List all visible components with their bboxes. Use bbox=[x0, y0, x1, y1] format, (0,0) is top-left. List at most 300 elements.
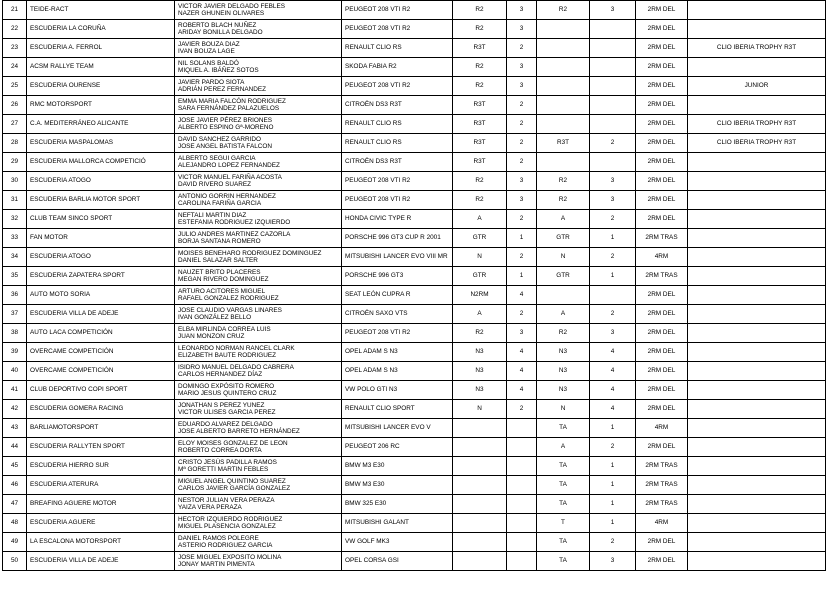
class-group: R3T bbox=[453, 39, 507, 58]
entrant-team: ESCUDERIA OURENSE bbox=[27, 77, 175, 96]
class-points: 2 bbox=[507, 96, 537, 115]
trophy-category bbox=[688, 191, 826, 210]
class-points: 1 bbox=[507, 267, 537, 286]
trophy-category: CLIO IBERIA TROPHY R3T bbox=[688, 115, 826, 134]
class-points-alt bbox=[590, 115, 636, 134]
class-points bbox=[507, 495, 537, 514]
crew-names bbox=[175, 514, 342, 533]
entrant-team: BARLIAMOTORSPORT bbox=[27, 419, 175, 438]
table-row bbox=[3, 324, 826, 343]
crew-names bbox=[175, 457, 342, 476]
class-group bbox=[453, 438, 507, 457]
drivetrain: 2RM DEL bbox=[636, 362, 688, 381]
class-points-alt: 2 bbox=[590, 533, 636, 552]
entry-number: 46 bbox=[3, 476, 27, 495]
drivetrain: 2RM DEL bbox=[636, 191, 688, 210]
class-points: 3 bbox=[507, 58, 537, 77]
car-model: PEUGEOT 208 VTI R2 bbox=[342, 1, 453, 20]
class-group bbox=[453, 457, 507, 476]
car-model: PEUGEOT 206 RC bbox=[342, 438, 453, 457]
drivetrain: 2RM TRAS bbox=[636, 476, 688, 495]
car-model: RENAULT CLIO RS bbox=[342, 134, 453, 153]
table-row bbox=[3, 362, 826, 381]
class-points-alt: 2 bbox=[590, 134, 636, 153]
car-model: PORSCHE 996 GT3 bbox=[342, 267, 453, 286]
class-group: N3 bbox=[453, 343, 507, 362]
trophy-category: JUNIOR bbox=[688, 77, 826, 96]
entry-number: 49 bbox=[3, 533, 27, 552]
car-model: OPEL CORSA GSI bbox=[342, 552, 453, 571]
drivetrain: 2RM DEL bbox=[636, 134, 688, 153]
codriver-name: MIQUEL A. IBÁÑEZ SOTOS bbox=[178, 67, 259, 74]
table-row bbox=[3, 552, 826, 571]
entry-number: 26 bbox=[3, 96, 27, 115]
class-points-alt: 3 bbox=[590, 191, 636, 210]
driver-name: HECTOR IZQUIERDO RODRIGUEZ bbox=[178, 515, 283, 523]
car-model: VW POLO GTI N3 bbox=[342, 381, 453, 400]
class-group-alt: N bbox=[537, 248, 590, 267]
car-model: SEAT LEÓN CUPRA R bbox=[342, 286, 453, 305]
class-group-alt: R3T bbox=[537, 134, 590, 153]
table-row bbox=[3, 381, 826, 400]
entry-number: 35 bbox=[3, 267, 27, 286]
driver-name: JOSE CLAUDIO VARGAS LINARES bbox=[178, 306, 282, 314]
class-points bbox=[507, 419, 537, 438]
entrant-team: AUTO LACA COMPETICIÓN bbox=[27, 324, 175, 343]
table-row bbox=[3, 533, 826, 552]
trophy-category bbox=[688, 248, 826, 267]
entrant-team: ESCUDERIA LA CORUÑA bbox=[27, 20, 175, 39]
crew-names bbox=[175, 58, 342, 77]
codriver-name: ASTERIO RODRIGUEZ GARCIA bbox=[178, 542, 273, 549]
car-model: RENAULT CLIO RS bbox=[342, 39, 453, 58]
table-row bbox=[3, 495, 826, 514]
driver-name: ANTONIO GORRIN HERNANDEZ bbox=[178, 192, 276, 200]
class-points: 2 bbox=[507, 39, 537, 58]
entry-number: 28 bbox=[3, 134, 27, 153]
class-points-alt bbox=[590, 153, 636, 172]
driver-name: VICTOR JAVIER DELGADO FEBLES bbox=[178, 2, 286, 10]
table-row bbox=[3, 305, 826, 324]
class-group-alt: TA bbox=[537, 552, 590, 571]
driver-name: EDUARDO ALVAREZ DELGADO bbox=[178, 420, 273, 428]
trophy-category bbox=[688, 305, 826, 324]
codriver-name: NAZER GHUNEIN OLIVARES bbox=[178, 10, 265, 17]
car-model: OPEL ADAM S N3 bbox=[342, 362, 453, 381]
entry-number: 31 bbox=[3, 191, 27, 210]
entrant-team: FAN MOTOR bbox=[27, 229, 175, 248]
entry-number: 33 bbox=[3, 229, 27, 248]
entrant-team: OVERCAME COMPETICIÓN bbox=[27, 362, 175, 381]
class-group-alt: R2 bbox=[537, 172, 590, 191]
codriver-name: DAVID RIVERO SUAREZ bbox=[178, 181, 252, 188]
driver-name: LEONARDO NORMAN RANCEL CLARK bbox=[178, 344, 295, 352]
entrant-team: ESCUDERIA MALLORCA COMPETICIÓ bbox=[27, 153, 175, 172]
class-points-alt: 3 bbox=[590, 172, 636, 191]
trophy-category bbox=[688, 419, 826, 438]
codriver-name: ELIZABETH BAUTE RODRIGUEZ bbox=[178, 352, 277, 359]
entry-number: 30 bbox=[3, 172, 27, 191]
class-group: N bbox=[453, 248, 507, 267]
entrant-team: ESCUDERIA ATOGO bbox=[27, 248, 175, 267]
codriver-name: JUAN MONZON CRUZ bbox=[178, 333, 245, 340]
class-points-alt: 2 bbox=[590, 438, 636, 457]
trophy-category bbox=[688, 476, 826, 495]
class-points: 2 bbox=[507, 134, 537, 153]
class-group: R2 bbox=[453, 77, 507, 96]
class-points: 2 bbox=[507, 305, 537, 324]
driver-name: EMMA MARIA FALCÓN RODRIGUEZ bbox=[178, 97, 286, 105]
entry-number: 27 bbox=[3, 115, 27, 134]
driver-name: ROBERTO BLACH NUÑEZ bbox=[178, 21, 257, 29]
crew-names bbox=[175, 438, 342, 457]
crew-names bbox=[175, 191, 342, 210]
trophy-category bbox=[688, 286, 826, 305]
entrant-team: ESCUDERIA A. FERROL bbox=[27, 39, 175, 58]
class-group bbox=[453, 495, 507, 514]
drivetrain: 2RM DEL bbox=[636, 324, 688, 343]
codriver-name: JOSE ANGEL BATISTA FALCON bbox=[178, 143, 272, 150]
trophy-category bbox=[688, 153, 826, 172]
entrant-team: ESCUDERIA GOMERA RACING bbox=[27, 400, 175, 419]
driver-name: NEFTALI MARTIN DIAZ bbox=[178, 211, 247, 219]
codriver-name: YAIZA VERA PERAZA bbox=[178, 504, 242, 511]
table-row bbox=[3, 58, 826, 77]
class-group: A bbox=[453, 305, 507, 324]
trophy-category: CLIO IBERIA TROPHY R3T bbox=[688, 134, 826, 153]
class-group-alt bbox=[537, 20, 590, 39]
crew-names bbox=[175, 533, 342, 552]
crew-names bbox=[175, 248, 342, 267]
class-group-alt bbox=[537, 115, 590, 134]
class-points-alt: 3 bbox=[590, 552, 636, 571]
car-model: CITROËN DS3 R3T bbox=[342, 96, 453, 115]
drivetrain: 4RM bbox=[636, 248, 688, 267]
entry-number: 25 bbox=[3, 77, 27, 96]
entrant-team: C.A. MEDITERRÁNEO ALICANTE bbox=[27, 115, 175, 134]
crew-names bbox=[175, 362, 342, 381]
entry-number: 40 bbox=[3, 362, 27, 381]
class-group-alt: TA bbox=[537, 476, 590, 495]
car-model: RENAULT CLIO RS bbox=[342, 115, 453, 134]
car-model: SKODA FABIA R2 bbox=[342, 58, 453, 77]
class-points-alt: 1 bbox=[590, 476, 636, 495]
table-row bbox=[3, 172, 826, 191]
codriver-name: ALEJANDRO LOPEZ FERNANDEZ bbox=[178, 162, 280, 169]
crew-names bbox=[175, 96, 342, 115]
codriver-name: ARIDAY BONILLA DELGADO bbox=[178, 29, 263, 36]
class-points: 4 bbox=[507, 286, 537, 305]
class-points-alt: 2 bbox=[590, 210, 636, 229]
codriver-name: MIGUEL PLASENCIA GONZALEZ bbox=[178, 523, 276, 530]
crew-names bbox=[175, 381, 342, 400]
entrant-team: ACSM RALLYE TEAM bbox=[27, 58, 175, 77]
driver-name: ALBERTO SEGUI GARCIA bbox=[178, 154, 256, 162]
drivetrain: 2RM TRAS bbox=[636, 267, 688, 286]
driver-name: NIL SOLANS BALDÓ bbox=[178, 59, 239, 67]
class-points: 4 bbox=[507, 362, 537, 381]
crew-names bbox=[175, 20, 342, 39]
codriver-name: RAFAEL GONZALEZ RODRIGUEZ bbox=[178, 295, 279, 302]
crew-names bbox=[175, 115, 342, 134]
trophy-category bbox=[688, 267, 826, 286]
class-group: A bbox=[453, 210, 507, 229]
entrant-team: ESCUDERIA HIERRO SUR bbox=[27, 457, 175, 476]
crew-names bbox=[175, 39, 342, 58]
entry-number: 43 bbox=[3, 419, 27, 438]
entry-number: 47 bbox=[3, 495, 27, 514]
crew-names bbox=[175, 77, 342, 96]
entry-number: 38 bbox=[3, 324, 27, 343]
class-points bbox=[507, 457, 537, 476]
driver-name: ELOY MOISES GONZALEZ DE LEON bbox=[178, 439, 288, 447]
driver-name: MIGUEL ANGEL QUINTINO SUAREZ bbox=[178, 477, 286, 485]
drivetrain: 4RM bbox=[636, 419, 688, 438]
car-model: MITSUBISHI LANCER EVO V bbox=[342, 419, 453, 438]
crew-names bbox=[175, 286, 342, 305]
car-model: PEUGEOT 208 VTI R2 bbox=[342, 324, 453, 343]
drivetrain: 2RM DEL bbox=[636, 96, 688, 115]
class-group: R3T bbox=[453, 115, 507, 134]
entry-number: 50 bbox=[3, 552, 27, 571]
crew-names bbox=[175, 1, 342, 20]
class-points: 2 bbox=[507, 210, 537, 229]
class-points: 1 bbox=[507, 229, 537, 248]
class-group bbox=[453, 552, 507, 571]
class-points-alt: 2 bbox=[590, 305, 636, 324]
codriver-name: JONAY MARTIN PIMENTA bbox=[178, 561, 255, 568]
class-group: N3 bbox=[453, 362, 507, 381]
class-points-alt: 1 bbox=[590, 267, 636, 286]
driver-name: DOMINGO EXPÓSITO ROMERO bbox=[178, 382, 275, 390]
trophy-category bbox=[688, 400, 826, 419]
crew-names bbox=[175, 172, 342, 191]
codriver-name: Mª GORETTI MARTIN FEBLES bbox=[178, 466, 269, 473]
class-points-alt: 1 bbox=[590, 495, 636, 514]
entry-number: 21 bbox=[3, 1, 27, 20]
entry-number: 29 bbox=[3, 153, 27, 172]
crew-names bbox=[175, 305, 342, 324]
driver-name: ARTURO ACITORES MIGUEL bbox=[178, 287, 266, 295]
class-points-alt bbox=[590, 286, 636, 305]
table-row bbox=[3, 1, 826, 20]
entry-list-table bbox=[2, 0, 826, 571]
car-model: CITROËN DS3 R3T bbox=[342, 153, 453, 172]
car-model: MITSUBISHI LANCER EVO VIII MR bbox=[342, 248, 453, 267]
class-group-alt: R2 bbox=[537, 1, 590, 20]
car-model: PEUGEOT 208 VTI R2 bbox=[342, 20, 453, 39]
class-group-alt: N3 bbox=[537, 343, 590, 362]
car-model: BMW 325 E30 bbox=[342, 495, 453, 514]
class-group-alt: A bbox=[537, 305, 590, 324]
codriver-name: ADRIÁN PEREZ FERNANDEZ bbox=[178, 86, 267, 93]
entrant-team: ESCUDERIA VILLA DE ADEJE bbox=[27, 305, 175, 324]
trophy-category bbox=[688, 362, 826, 381]
table-row bbox=[3, 514, 826, 533]
class-points: 2 bbox=[507, 400, 537, 419]
entry-rows bbox=[3, 1, 826, 571]
table-row bbox=[3, 96, 826, 115]
codriver-name: BORJA SANTANA ROMERO bbox=[178, 238, 261, 245]
trophy-category bbox=[688, 552, 826, 571]
class-points: 3 bbox=[507, 172, 537, 191]
driver-name: MOISES BENEHARO RODRIGUEZ DOMINGUEZ bbox=[178, 249, 322, 257]
table-row bbox=[3, 115, 826, 134]
entry-number: 39 bbox=[3, 343, 27, 362]
trophy-category bbox=[688, 229, 826, 248]
class-group-alt: TA bbox=[537, 533, 590, 552]
drivetrain: 2RM DEL bbox=[636, 39, 688, 58]
class-points-alt bbox=[590, 58, 636, 77]
class-group-alt: TA bbox=[537, 457, 590, 476]
trophy-category bbox=[688, 457, 826, 476]
entrant-team: RMC MOTORSPORT bbox=[27, 96, 175, 115]
codriver-name: DANIEL SALAZAR SALTER bbox=[178, 257, 258, 264]
driver-name: CRISTO JESÚS PADILLA RAMOS bbox=[178, 458, 277, 466]
entry-number: 36 bbox=[3, 286, 27, 305]
trophy-category bbox=[688, 172, 826, 191]
entry-number: 23 bbox=[3, 39, 27, 58]
trophy-category bbox=[688, 514, 826, 533]
class-points bbox=[507, 533, 537, 552]
entrant-team: LA ESCALONA MOTORSPORT bbox=[27, 533, 175, 552]
codriver-name: CAROLINA FARIÑA GARCIA bbox=[178, 200, 262, 207]
class-points bbox=[507, 438, 537, 457]
drivetrain: 2RM DEL bbox=[636, 343, 688, 362]
car-model: RENAULT CLIO SPORT bbox=[342, 400, 453, 419]
entry-number: 22 bbox=[3, 20, 27, 39]
table-row bbox=[3, 476, 826, 495]
drivetrain: 2RM DEL bbox=[636, 381, 688, 400]
class-points-alt: 3 bbox=[590, 1, 636, 20]
table-row bbox=[3, 134, 826, 153]
codriver-name: ESTEFANIA RODRIGUEZ IZQUIERDO bbox=[178, 219, 291, 226]
entrant-team: CLUB DEPORTIVO COPI SPORT bbox=[27, 381, 175, 400]
codriver-name: MARIO JESUS QUINTERO CRUZ bbox=[178, 390, 277, 397]
entrant-team: CLUB TEAM SINCO SPORT bbox=[27, 210, 175, 229]
codriver-name: MEGAN RIVERO DOMINGUEZ bbox=[178, 276, 269, 283]
driver-name: ELBA MIRLINDA CORREA LUIS bbox=[178, 325, 271, 333]
class-points: 2 bbox=[507, 115, 537, 134]
car-model: OPEL ADAM S N3 bbox=[342, 343, 453, 362]
class-group bbox=[453, 514, 507, 533]
trophy-category bbox=[688, 495, 826, 514]
table-row bbox=[3, 419, 826, 438]
table-row bbox=[3, 457, 826, 476]
trophy-category bbox=[688, 324, 826, 343]
entry-number: 34 bbox=[3, 248, 27, 267]
class-group-alt: GTR bbox=[537, 229, 590, 248]
entrant-team: AUTO MOTO SORIA bbox=[27, 286, 175, 305]
codriver-name: SARA FERNÁNDEZ PALAZUELOS bbox=[178, 105, 280, 112]
entry-number: 44 bbox=[3, 438, 27, 457]
class-points: 3 bbox=[507, 77, 537, 96]
class-points-alt bbox=[590, 96, 636, 115]
table-row bbox=[3, 39, 826, 58]
driver-name: DAVID SANCHEZ GARRIDO bbox=[178, 135, 261, 143]
class-points: 3 bbox=[507, 324, 537, 343]
drivetrain: 2RM TRAS bbox=[636, 457, 688, 476]
class-group-alt: N bbox=[537, 400, 590, 419]
entrant-team: ESCUDERIA VILLA DE ADEJE bbox=[27, 552, 175, 571]
crew-names bbox=[175, 552, 342, 571]
trophy-category bbox=[688, 343, 826, 362]
driver-name: JAVIER PARDO SIOTA bbox=[178, 78, 245, 86]
drivetrain: 2RM DEL bbox=[636, 153, 688, 172]
class-group-alt: GTR bbox=[537, 267, 590, 286]
class-points: 2 bbox=[507, 248, 537, 267]
class-group-alt bbox=[537, 58, 590, 77]
class-points-alt: 4 bbox=[590, 362, 636, 381]
entrant-team: ESCUDERIA MASPALOMAS bbox=[27, 134, 175, 153]
trophy-category bbox=[688, 58, 826, 77]
car-model: CITROËN SAXO VTS bbox=[342, 305, 453, 324]
car-model: PEUGEOT 208 VTI R2 bbox=[342, 191, 453, 210]
class-group: N bbox=[453, 400, 507, 419]
codriver-name: IVAN BOUZA LAGE bbox=[178, 48, 235, 55]
class-points bbox=[507, 514, 537, 533]
driver-name: NESTOR JULIAN VERA PERAZA bbox=[178, 496, 275, 504]
class-group: R2 bbox=[453, 191, 507, 210]
class-points-alt: 1 bbox=[590, 457, 636, 476]
car-model: HONDA CIVIC TYPE R bbox=[342, 210, 453, 229]
entry-number: 48 bbox=[3, 514, 27, 533]
driver-name: VICTOR MANUEL FARIÑA ACOSTA bbox=[178, 173, 282, 181]
codriver-name: CARLOS HERNANDEZ DÍAZ bbox=[178, 371, 263, 378]
car-model: PEUGEOT 208 VTI R2 bbox=[342, 77, 453, 96]
crew-names bbox=[175, 343, 342, 362]
codriver-name: ROBERTO CORREA DORTA bbox=[178, 447, 262, 454]
class-group: R3T bbox=[453, 134, 507, 153]
car-model: MITSUBISHI GALANT bbox=[342, 514, 453, 533]
car-model: VW GOLF MK3 bbox=[342, 533, 453, 552]
crew-names bbox=[175, 400, 342, 419]
entrant-team: ESCUDERIA BARLIA MOTOR SPORT bbox=[27, 191, 175, 210]
class-group: R3T bbox=[453, 96, 507, 115]
entrant-team: BREAFING AGUERE MOTOR bbox=[27, 495, 175, 514]
class-group: N3 bbox=[453, 381, 507, 400]
class-group: R2 bbox=[453, 58, 507, 77]
class-points: 3 bbox=[507, 20, 537, 39]
trophy-category bbox=[688, 438, 826, 457]
driver-name: JAVIER BOUZA DIAZ bbox=[178, 40, 240, 48]
class-group-alt bbox=[537, 286, 590, 305]
entrant-team: ESCUDERIA ZAPATERA SPORT bbox=[27, 267, 175, 286]
crew-names bbox=[175, 476, 342, 495]
entrant-team: ESCUDERIA AGUERE bbox=[27, 514, 175, 533]
codriver-name: VICTOR ULISES GARCIA PEREZ bbox=[178, 409, 276, 416]
class-group-alt: TA bbox=[537, 495, 590, 514]
driver-name: ISIDRO MANUEL DELGADO CABRERA bbox=[178, 363, 294, 371]
drivetrain: 2RM DEL bbox=[636, 210, 688, 229]
class-points: 2 bbox=[507, 153, 537, 172]
class-group: R3T bbox=[453, 153, 507, 172]
car-model: BMW M3 E30 bbox=[342, 476, 453, 495]
car-model: PORSCHE 996 GT3 CUP R 2001 bbox=[342, 229, 453, 248]
entry-number: 45 bbox=[3, 457, 27, 476]
crew-names bbox=[175, 210, 342, 229]
class-group-alt: N3 bbox=[537, 362, 590, 381]
codriver-name: CARLOS JAVIER GARCÍA GONZALEZ bbox=[178, 485, 291, 492]
trophy-category bbox=[688, 20, 826, 39]
crew-names bbox=[175, 229, 342, 248]
drivetrain: 2RM DEL bbox=[636, 305, 688, 324]
trophy-category bbox=[688, 96, 826, 115]
driver-name: DANIEL RAMOS POLEGRE bbox=[178, 534, 259, 542]
class-group bbox=[453, 533, 507, 552]
car-model: BMW M3 E30 bbox=[342, 457, 453, 476]
entrant-team: TEIDE-RACT bbox=[27, 1, 175, 20]
